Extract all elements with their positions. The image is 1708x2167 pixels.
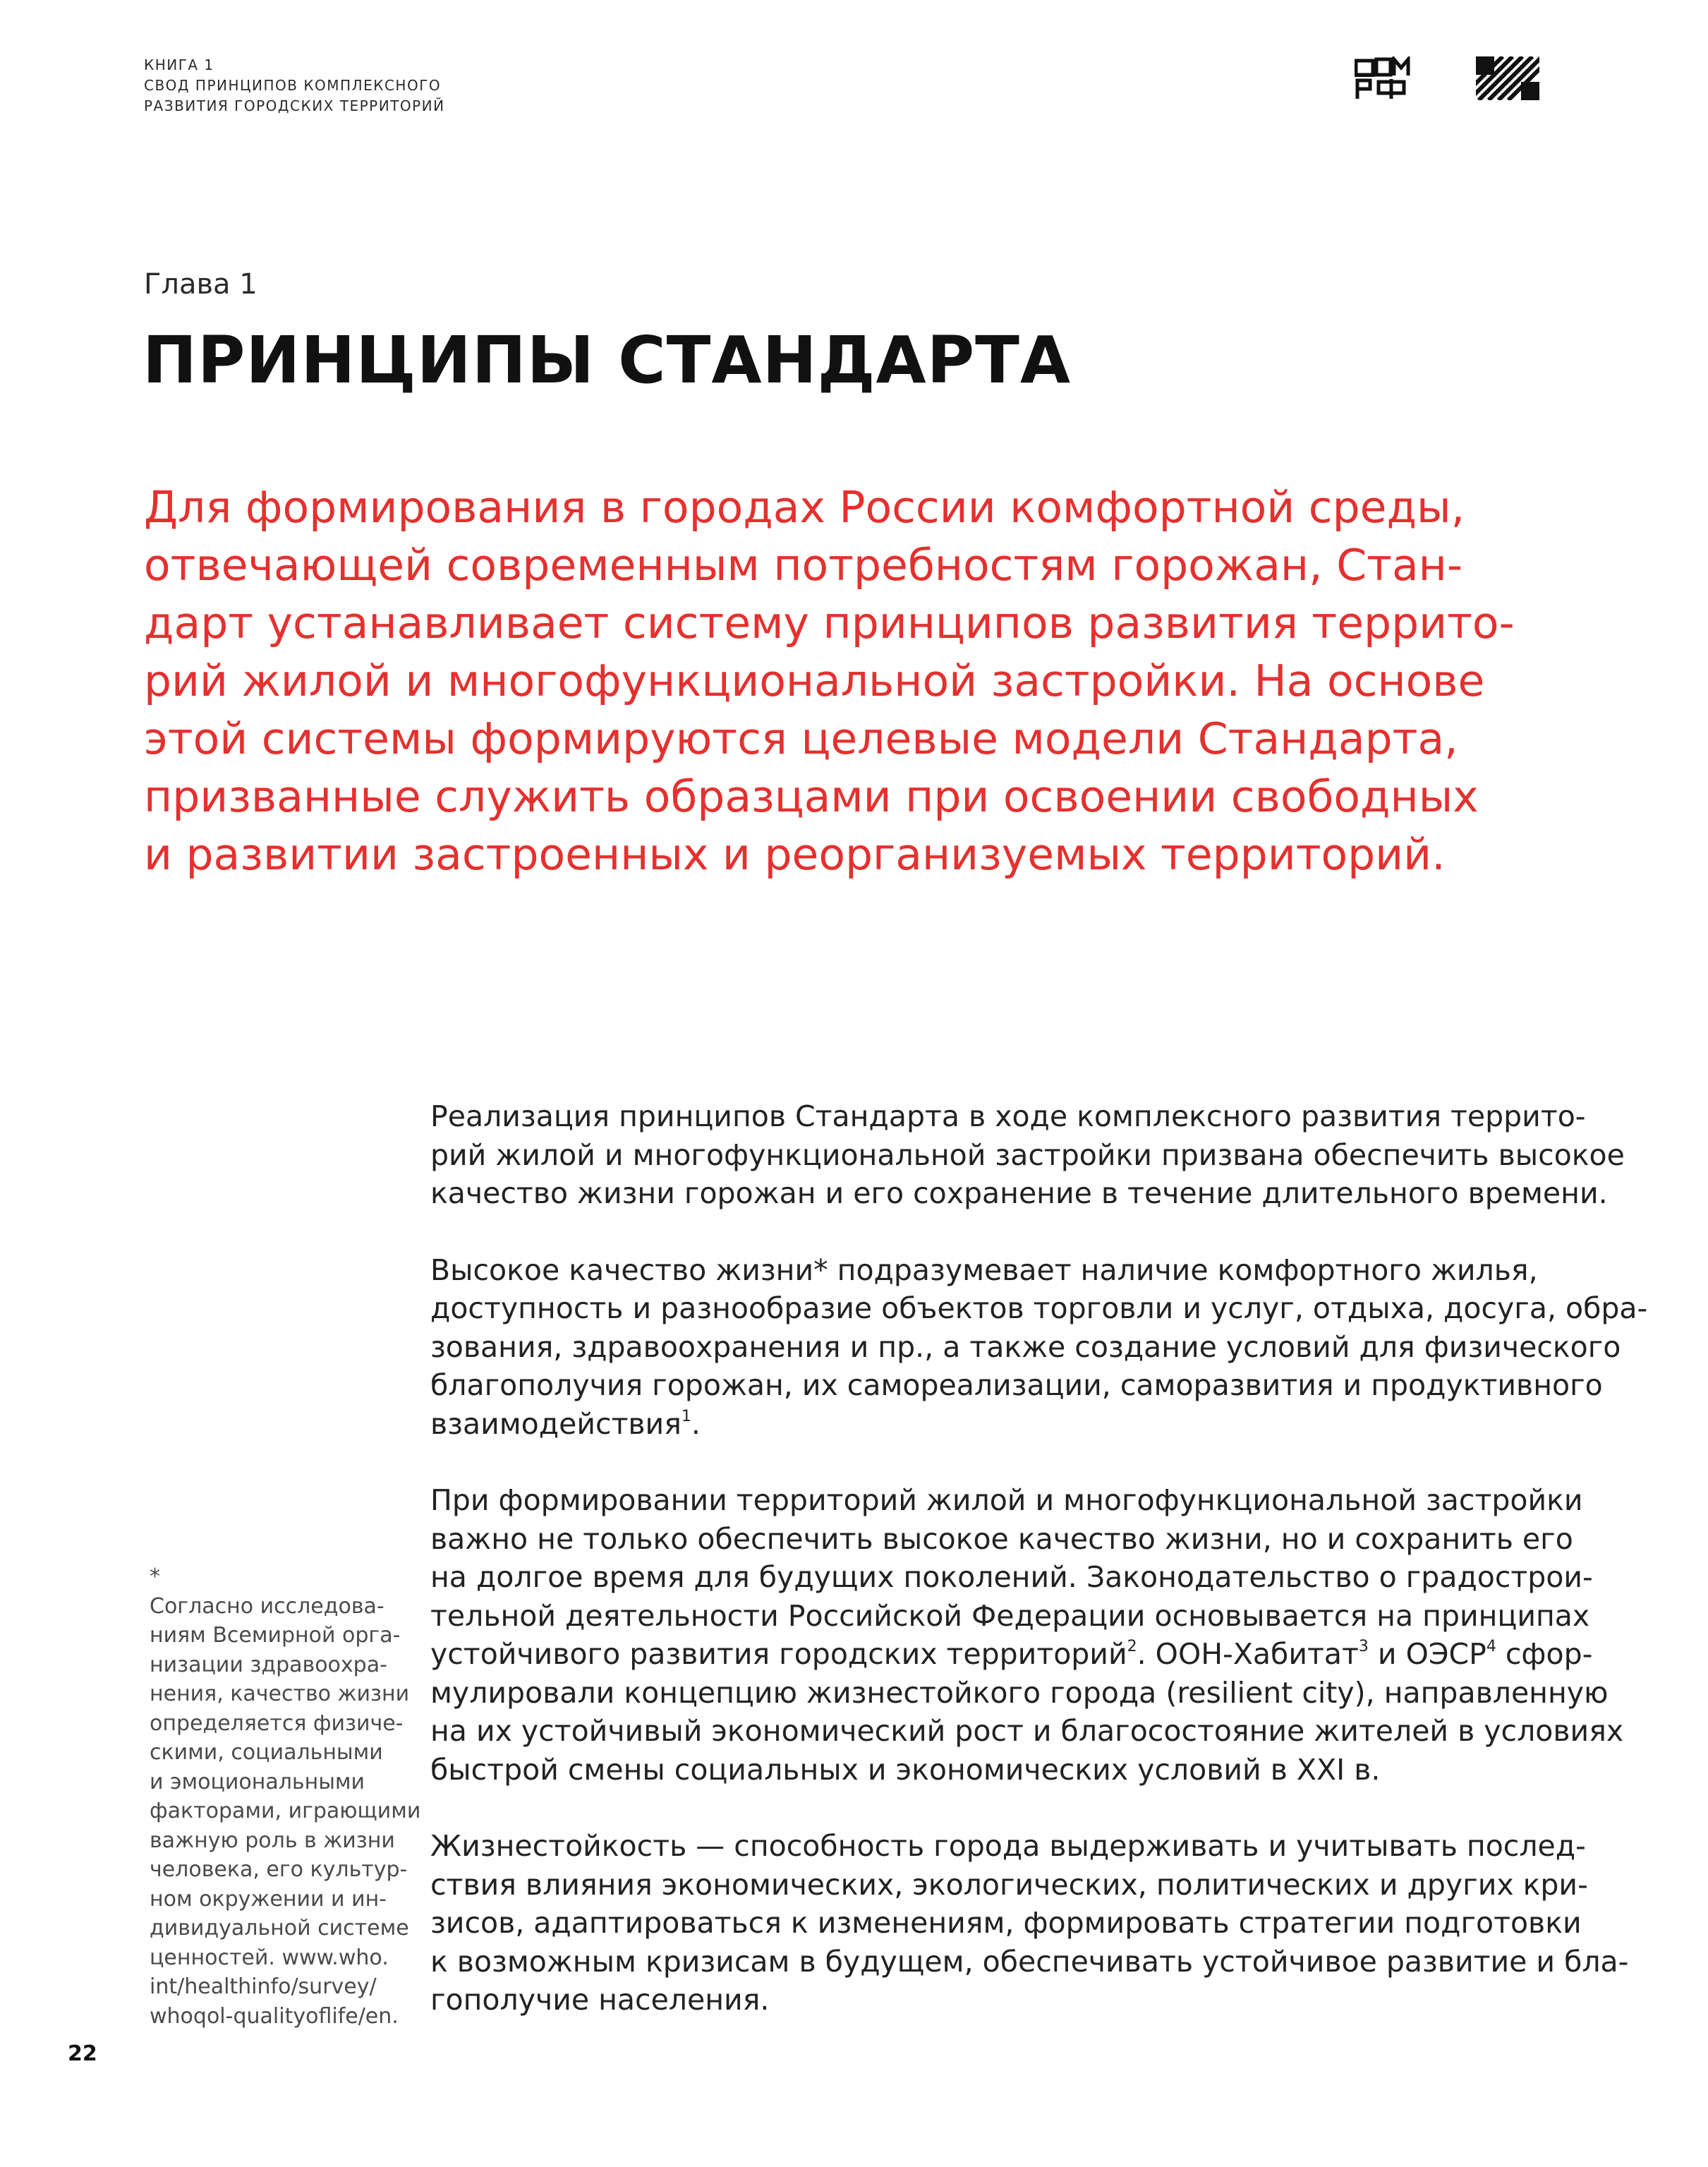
footnote-line: скими, социальными xyxy=(150,1740,383,1765)
body-line xyxy=(430,1405,1559,1444)
body-text-run: . xyxy=(691,1406,701,1441)
running-header xyxy=(144,55,638,116)
lead-line: дарт устанавливает систему принципов развития террито- xyxy=(144,598,1515,648)
footnote-line: низации здравоохра- xyxy=(150,1652,387,1677)
footnote-line: Согласно исследова- xyxy=(150,1593,384,1619)
body-text-run: и ОЭСР xyxy=(1368,1637,1486,1671)
page-title: ПРИНЦИПЫ СТАНДАРТА xyxy=(143,322,1072,398)
body-line: рий жилой и многофункциональной застройки призвана обеспечить высокое xyxy=(430,1137,1625,1172)
footnote-line: человека, его культур- xyxy=(150,1857,408,1882)
body-line: Реализация принципов Стандарта в ходе комплексного развития террито- xyxy=(430,1099,1586,1133)
body-text-run: устойчивого развития городских территорий xyxy=(430,1637,1127,1671)
footnote-marker: * xyxy=(150,1564,160,1589)
body-line: зования, здравоохранения и пр., а также создание условий для физического xyxy=(430,1329,1621,1364)
body-text-run: . ООН-Хабитат xyxy=(1137,1637,1359,1671)
page-number: 22 xyxy=(68,2041,97,2066)
lead-paragraph xyxy=(144,478,1583,883)
body-text xyxy=(430,1097,1648,2058)
side-footnote xyxy=(150,1562,421,2031)
body-line xyxy=(430,1635,1593,1674)
footnote-line: whoqol-qualityoflife/en. xyxy=(150,2003,399,2029)
body-line: Жизнестойкость — способность города выдерживать и учитывать послед- xyxy=(430,1829,1586,1863)
footnote-line: ценностей. www.who. xyxy=(150,1945,389,1970)
body-line: на долгое время для будущих поколений. Законодательство о градострои- xyxy=(430,1560,1593,1594)
body-line: качество жизни горожан и его сохранение в течение длительного времени. xyxy=(430,1176,1608,1210)
body-line: благополучия горожан, их самореализации, саморазвития и продуктивного xyxy=(430,1368,1603,1402)
lead-line: этой системы формируются целевые модели Стандарта, xyxy=(144,713,1458,764)
footnote-line: нения, качество жизни xyxy=(150,1682,410,1706)
body-line: Высокое качество жизни* подразумевает наличие комфортного жилья, xyxy=(430,1252,1538,1287)
body-line: гополучие населения. xyxy=(430,1983,770,2017)
body-line: доступность и разнообразие объектов торговли и услуг, отдыха, досуга, обра- xyxy=(430,1291,1648,1325)
lead-line: Для формирования в городах России комфортной среды, xyxy=(144,482,1465,533)
footnote-line: определяется физиче- xyxy=(150,1710,404,1736)
body-line: зисов, адаптироваться к изменениям, формировать стратегии подготовки xyxy=(430,1906,1582,1940)
header-line-book: КНИГА 1 xyxy=(144,56,214,73)
body-paragraph-3 xyxy=(430,1481,1624,1789)
footnote-line: факторами, играющими xyxy=(150,1799,421,1823)
pattern-logo-svg xyxy=(1476,56,1539,100)
footnote-line: ном окружении и ин- xyxy=(150,1886,387,1912)
footnote-ref-3: 3 xyxy=(1358,1638,1369,1655)
footnote-line: int/healthinfo/survey/ xyxy=(150,1974,377,1999)
body-paragraph-2 xyxy=(430,1251,1648,1444)
footnote-line: ниям Всемирной орга- xyxy=(150,1623,401,1648)
body-paragraph-1 xyxy=(430,1097,1625,1213)
lead-line: рий жилой и многофункциональной застройки. На основе xyxy=(144,656,1485,706)
lead-line: и развитии застроенных и реорганизуемых территорий. xyxy=(144,829,1446,880)
body-line: тельной деятельности Российской Федерации основывается на принципах xyxy=(430,1598,1590,1633)
footnote-line: важную роль в жизни xyxy=(150,1828,395,1853)
body-line: ствия влияния экономических, экологических, политических и других кри- xyxy=(430,1867,1588,1902)
body-line: на их устойчивый экономический рост и благосостояние жителей в условиях xyxy=(430,1714,1624,1748)
body-line: мулировали концепцию жизнестойкого города (resilient city), направленную xyxy=(430,1675,1609,1710)
body-line: быстрой смены социальных и экономических условий в XXI в. xyxy=(430,1752,1381,1787)
diagonal-pattern-logo-icon xyxy=(1476,56,1539,103)
footnote-ref-1: 1 xyxy=(681,1407,691,1425)
chapter-label: Глава 1 xyxy=(144,268,258,301)
footnote-line: и эмоциональными xyxy=(150,1769,365,1794)
header-line-collection: СВОД ПРИНЦИПОВ КОМПЛЕКСНОГО xyxy=(144,77,442,94)
header-line-subject: РАЗВИТИЯ ГОРОДСКИХ ТЕРРИТОРИЙ xyxy=(144,97,445,114)
lead-line: призванные служить образцами при освоении свободных xyxy=(144,771,1479,822)
footnote-line: дивидуальной системе xyxy=(150,1916,409,1940)
body-text-run: взаимодействия xyxy=(430,1406,682,1441)
body-line: При формировании территорий жилой и многофункциональной застройки xyxy=(430,1483,1583,1517)
dom-rf-logo-icon xyxy=(1355,56,1412,103)
body-text-run: сфор- xyxy=(1496,1637,1593,1671)
footnote-ref-2: 2 xyxy=(1127,1638,1137,1655)
footnote-ref-4: 4 xyxy=(1486,1638,1496,1655)
body-line: к возможным кризисам в будущем, обеспечивать устойчивое развитие и бла- xyxy=(430,1944,1629,1979)
lead-line: отвечающей современным потребностям горожан, Стан- xyxy=(144,540,1463,591)
body-paragraph-4 xyxy=(430,1827,1629,2020)
dom-rf-logo-svg xyxy=(1355,56,1412,100)
body-line: важно не только обеспечить высокое качество жизни, но и сохранить его xyxy=(430,1521,1573,1556)
